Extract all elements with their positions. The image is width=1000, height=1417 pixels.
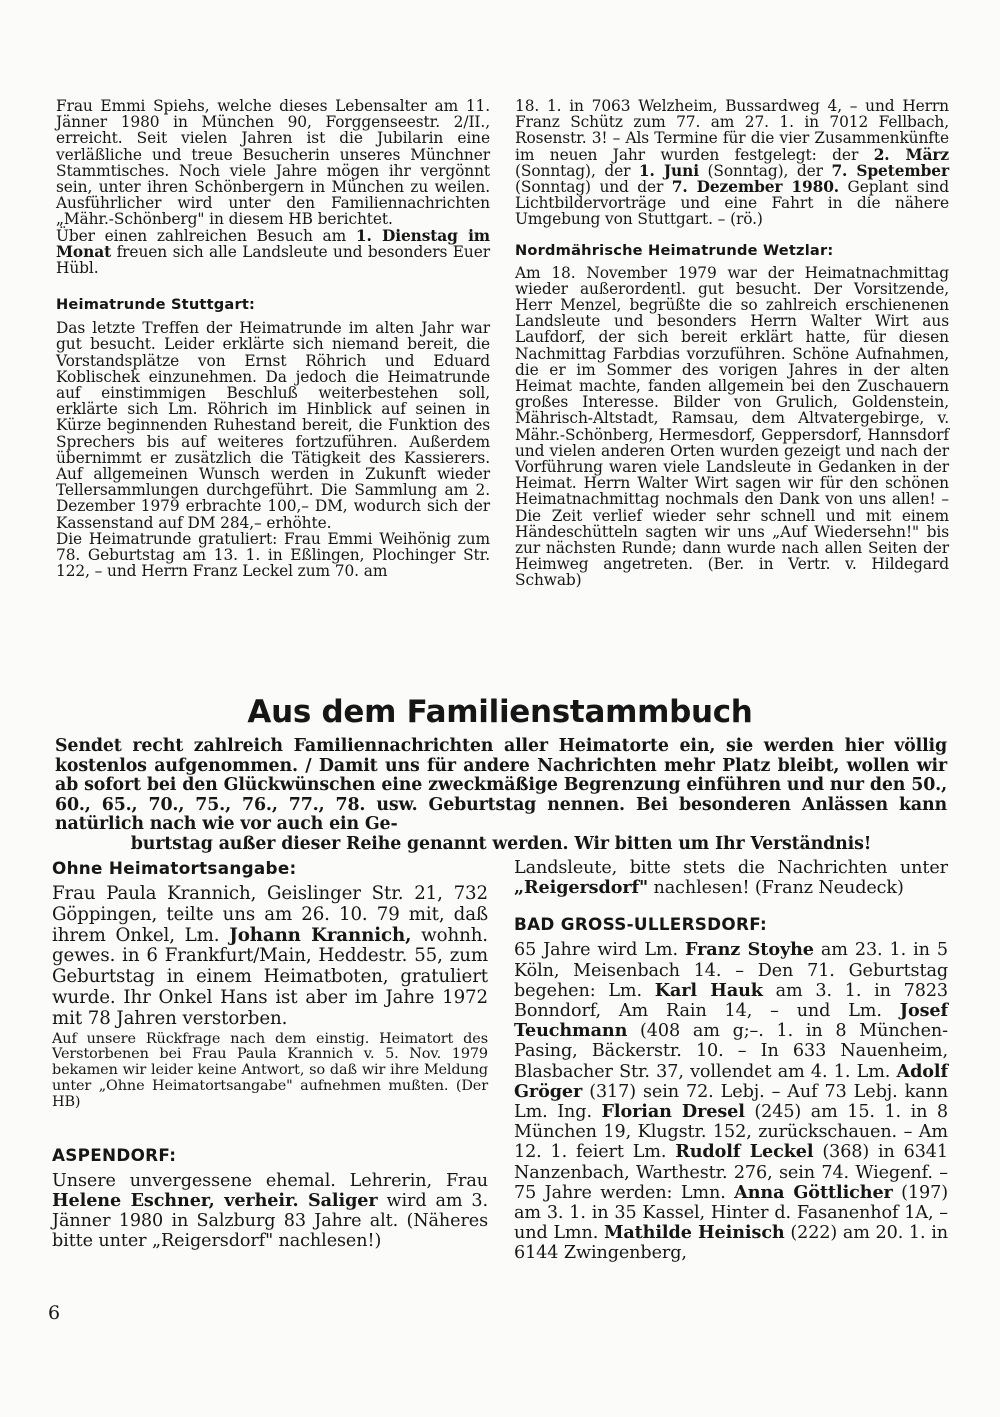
left-top-column xyxy=(56,98,490,579)
article-text: Frau Paula Krannich, Geislinger Str. 21, 732 Göppingen, teilte uns am 26. 10. 79 mit, daß ihrem Onkel, Lm. Johann Krannich, wohnh. gewes. in 6 Frankfurt/Main, Heddestr. 55, zum Geburtstag in einem Heimatboten, gratuliert wurde. Ihr Onkel Hans ist aber im Jahre 1972 mit 78 Jahren verstorben. xyxy=(52,883,488,1029)
article-text: Die Heimatrunde gratuliert: Frau Emmi Weihönig zum 78. Geburtstag am 13. 1. in Eßlingen, Plochinger Str. 122, – und Herrn Franz Leckel zum 70. am xyxy=(56,529,490,581)
article-text: Am 18. November 1979 war der Heimatnachmittag wieder außerordentl. gut besucht. Der Vorsitzende, Herr Menzel, begrüßte die so zahlreich erschienenen Landsleute und besonders Herrn Walter Wirt aus Laufdorf, der sich bereit erklärt hatte, für diesen Nachmittag Farbdias vorzuführen. Schöne Aufnahmen, die er im Sommer des vorigen Jahres in der alten Heimat machte, fanden allgemein bei den Zuschauern großes Interesse. Bilder von Grulich, Goldenstein, Mährisch-Altstadt, Ramsau, dem Altvatergebirge, v. Mähr.-Schönberg, Hermesdorf, Geppersdorf, Hannsdorf und vielen anderen Orten wurden gezeigt und nach der Vorführung waren viele Landsleute in Gedanken in der Heimat. Herrn Walter Wirt sagen wir für den schönen Heimatnachmittag nochmals den Dank von uns allen! – Die Zeit verlief wieder sehr schnell und mit einem Händeschütteln sagten wir uns „Auf Wiedersehn!" bis zur nächsten Runde; dann wurde nach allen Seiten der Heimweg angetreten. (Ber. in Vertr. v. Hildegard Schwab) xyxy=(515,263,949,590)
left-bottom-column xyxy=(52,858,488,1251)
article-text: Über einen zahlreichen Besuch am 1. Dienstag im Monat freuen sich alle Landsleute und besonders Euer Hübl. xyxy=(56,226,490,278)
article-text: Unsere unvergessene ehemal. Lehrerin, Frau Helene Eschner, verheir. Saliger wird am 3. Jänner 1980 in Salzburg 83 Jahre alt. (Näheres bitte unter „Reigersdorf" nachlesen!) xyxy=(52,1170,488,1252)
heading-aspendorf: ASPENDORF: xyxy=(52,1144,177,1165)
page-number: 6 xyxy=(48,1302,61,1324)
article-text: Frau Emmi Spiehs, welche dieses Lebensalter am 11. Jänner 1980 in München 90, Forggenseestr. 2/II., erreicht. Seit vielen Jahren ist die Jubilarin eine verläßliche und treue Besucherin unseres Münchner Stammtisches. Noch viele Jahre mögen ihr vergönnt sein, unter ihren Schönbergern in München zu weilen. Ausführlicher wird unter den Familiennachrichten „Mähr.-Schönberg" in diesem HB berichtet. xyxy=(56,97,490,229)
article-text: Das letzte Treffen der Heimatrunde im alten Jahr war gut besucht. Leider erklärte sich niemand bereit, die Vorstandsplätze von Ernst Röhrich und Eduard Koblischek einzunehmen. Da jedoch die Heimatrunde auf einstimmigen Beschluß weiterbestehen soll, erklärte sich Lm. Röhrich im Hinblick auf seinen in Kürze beginnenden Ruhestand bereit, die Funktion des Sprechers bis auf weiteres fortzuführen. Außerdem übernimmt er zusätzlich die Tätigkeit des Kassierers. Auf allgemeinen Wunsch werden in Zukunft wieder Tellersammlungen durchgeführt. Die Sammlung am 2. Dezember 1979 erbrachte 100,– DM, wodurch sich der Kassenstand auf DM 284,– erhöhte. xyxy=(56,319,490,532)
article-text: 65 Jahre wird Lm. Franz Stoyhe am 23. 1. in 5 Köln, Meisenbach 14. – Den 71. Geburtstag begehen: Lm. Karl Hauk am 3. 1. in 7823 Bonndorf, Am Rain 14, – und Lm. Josef Teuchmann (408 am g;–. 1. in 8 München-Pasing, Bäckerstr. 10. – In 633 Nauenheim, Blasbacher Str. 37, vollendet am 4. 1. Lm. Adolf Gröger (317) sein 72. Lebj. – Auf 73 Lebj. kann Lm. Ing. Florian Dresel (245) am 15. 1. in 8 München 19, Klugstr. 152, zurückschauen. – Am 12. 1. feiert Lm. Rudolf Leckel (368) in 6341 Nanzenbach, Warthestr. 276, sein 74. Wiegenf. – 75 Jahre werden: Lmn. Anna Göttlicher (197) am 3. 1. in 35 Kassel, Hinter d. Fasanenhof 1A, – und Lmn. Mathilde Heinisch (222) am 20. 1. in 6144 Zwingenberg, xyxy=(514,939,949,1264)
section-title: Aus dem Familienstammbuch xyxy=(247,694,753,730)
heading-bad-gross-ullersdorf: BAD GROSS-ULLERSDORF: xyxy=(514,914,768,935)
article-text: Landsleute, bitte stets die Nachrichten unter „Reigersdorf" nachlesen! (Franz Neudeck) xyxy=(514,858,948,899)
article-text: 18. 1. in 7063 Welzheim, Bussardweg 4, – und Herrn Franz Schütz zum 77. am 27. 1. in 7012 Fellbach, Rosenstr. 3! – Als Termine für die vier Zusammenkünfte im neuen Jahr wurden festgelegt: der 2. März (Sonntag), der 1. Juni (Sonntag), der 7. Spetember (Sonntag) und der 7. Dezember 1980. Geplant sind Lichtbildervorträge und eine Fahrt in die nähere Umgebung von Stuttgart. – (rö.) xyxy=(515,97,949,229)
heading-ohne-heimatortsangabe: Ohne Heimatortsangabe: xyxy=(52,858,297,878)
heading-stuttgart: Heimatrunde Stuttgart: xyxy=(56,296,256,314)
right-top-column xyxy=(515,98,949,589)
section-intro: Sendet recht zahlreich Familiennachrichten aller Heimatorte ein, sie werden hier völlig kostenlos aufgenommen. / Damit uns für andere Nachrichten mehr Platz bleibt, wollen wir ab sofort bei den Glückwünschen eine zweckmäßige Begrenzung einführen und nur den 50., 60., 65., 70., 75., 76., 77., 78. usw. Geburtstag nennen. Bei besonderen Anlässen kann natürlich nach wie vor auch ein Ge- burtstag außer dieser Reihe genannt werden. Wir bitten um Ihr Verständnis! xyxy=(55,736,947,854)
article-note: Auf unsere Rückfrage nach dem einstig. Heimatort des Verstorbenen bei Frau Paula Krannich v. 5. Nov. 1979 bekamen wir leider keine Antwort, so daß wir ihre Meldung unter „Ohne Heimatortsangabe" aufnehmen mußten. (Der HB) xyxy=(52,1030,488,1110)
heading-wetzlar: Nordmährische Heimatrunde Wetzlar: xyxy=(515,241,834,259)
right-bottom-column xyxy=(514,858,948,1264)
